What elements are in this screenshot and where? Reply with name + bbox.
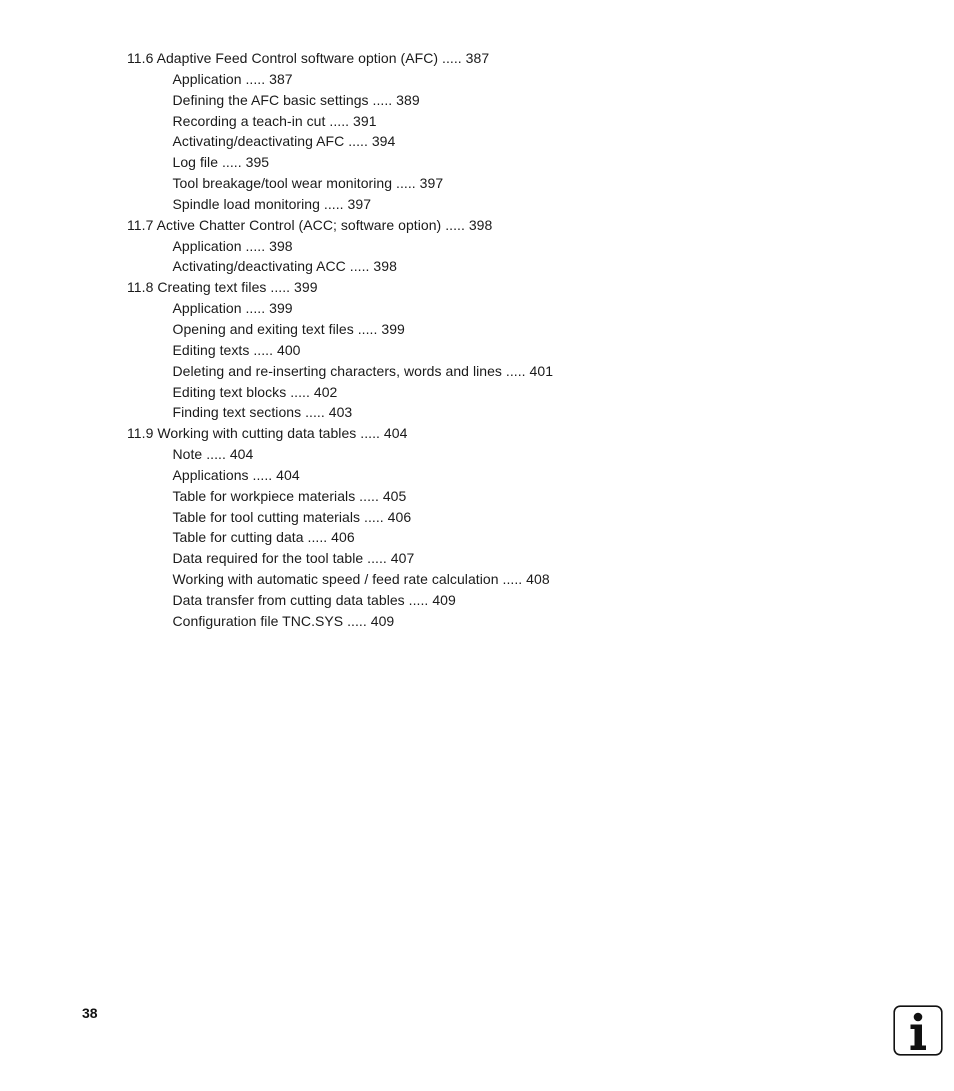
toc-entry[interactable]: Application ..... 398 (172, 237, 293, 254)
toc-entry[interactable]: Applications ..... 404 (172, 466, 300, 483)
toc-entry[interactable]: Editing text blocks ..... 402 (172, 383, 338, 400)
toc-entry[interactable]: Activating/deactivating ACC ..... 398 (172, 258, 397, 275)
toc-section-11-8[interactable]: 11.8 Creating text files ..... 399 (127, 279, 318, 296)
toc-entry[interactable]: Configuration file TNC.SYS ..... 409 (172, 612, 395, 629)
toc-entry[interactable]: Working with automatic speed / feed rate calculation ..... 408 (172, 571, 550, 588)
toc-entry[interactable]: Opening and exiting text files ..... 399 (172, 320, 405, 337)
toc-entry[interactable]: Tool breakage/tool wear monitoring ..... 397 (172, 175, 444, 192)
toc-entry[interactable]: Log file ..... 395 (172, 154, 270, 171)
toc-entry[interactable]: Recording a teach-in cut ..... 391 (172, 112, 377, 129)
info-icon (893, 1005, 943, 1056)
table-of-contents (127, 48, 907, 632)
toc-section-11-9[interactable]: 11.9 Working with cutting data tables ..... 404 (127, 425, 408, 442)
toc-entry[interactable]: Data required for the tool table ..... 407 (172, 550, 415, 567)
toc-entry[interactable]: Activating/deactivating AFC ..... 394 (172, 133, 396, 150)
toc-entry[interactable]: Defining the AFC basic settings ..... 389 (172, 91, 420, 108)
toc-entry[interactable]: Deleting and re-inserting characters, words and lines ..... 401 (172, 362, 554, 379)
toc-entry[interactable]: Finding text sections ..... 403 (172, 404, 353, 421)
toc-entry[interactable]: Data transfer from cutting data tables ..... 409 (172, 591, 456, 608)
toc-entry[interactable]: Table for tool cutting materials ..... 406 (172, 508, 412, 525)
toc-entry[interactable]: Application ..... 387 (172, 70, 293, 87)
toc-entry[interactable]: Note ..... 404 (172, 446, 254, 463)
toc-entry[interactable]: Table for workpiece materials ..... 405 (172, 487, 407, 504)
page-number: 38 (82, 1005, 98, 1021)
toc-entry[interactable]: Spindle load monitoring ..... 397 (172, 195, 372, 212)
toc-entry[interactable]: Editing texts ..... 400 (172, 341, 301, 358)
toc-entry[interactable]: Table for cutting data ..... 406 (172, 529, 355, 546)
toc-entry[interactable]: Application ..... 399 (172, 300, 293, 317)
toc-section-11-6[interactable]: 11.6 Adaptive Feed Control software option (AFC) ..... 387 (127, 50, 490, 66)
toc-section-11-7[interactable]: 11.7 Active Chatter Control (ACC; software option) ..... 398 (127, 216, 493, 233)
